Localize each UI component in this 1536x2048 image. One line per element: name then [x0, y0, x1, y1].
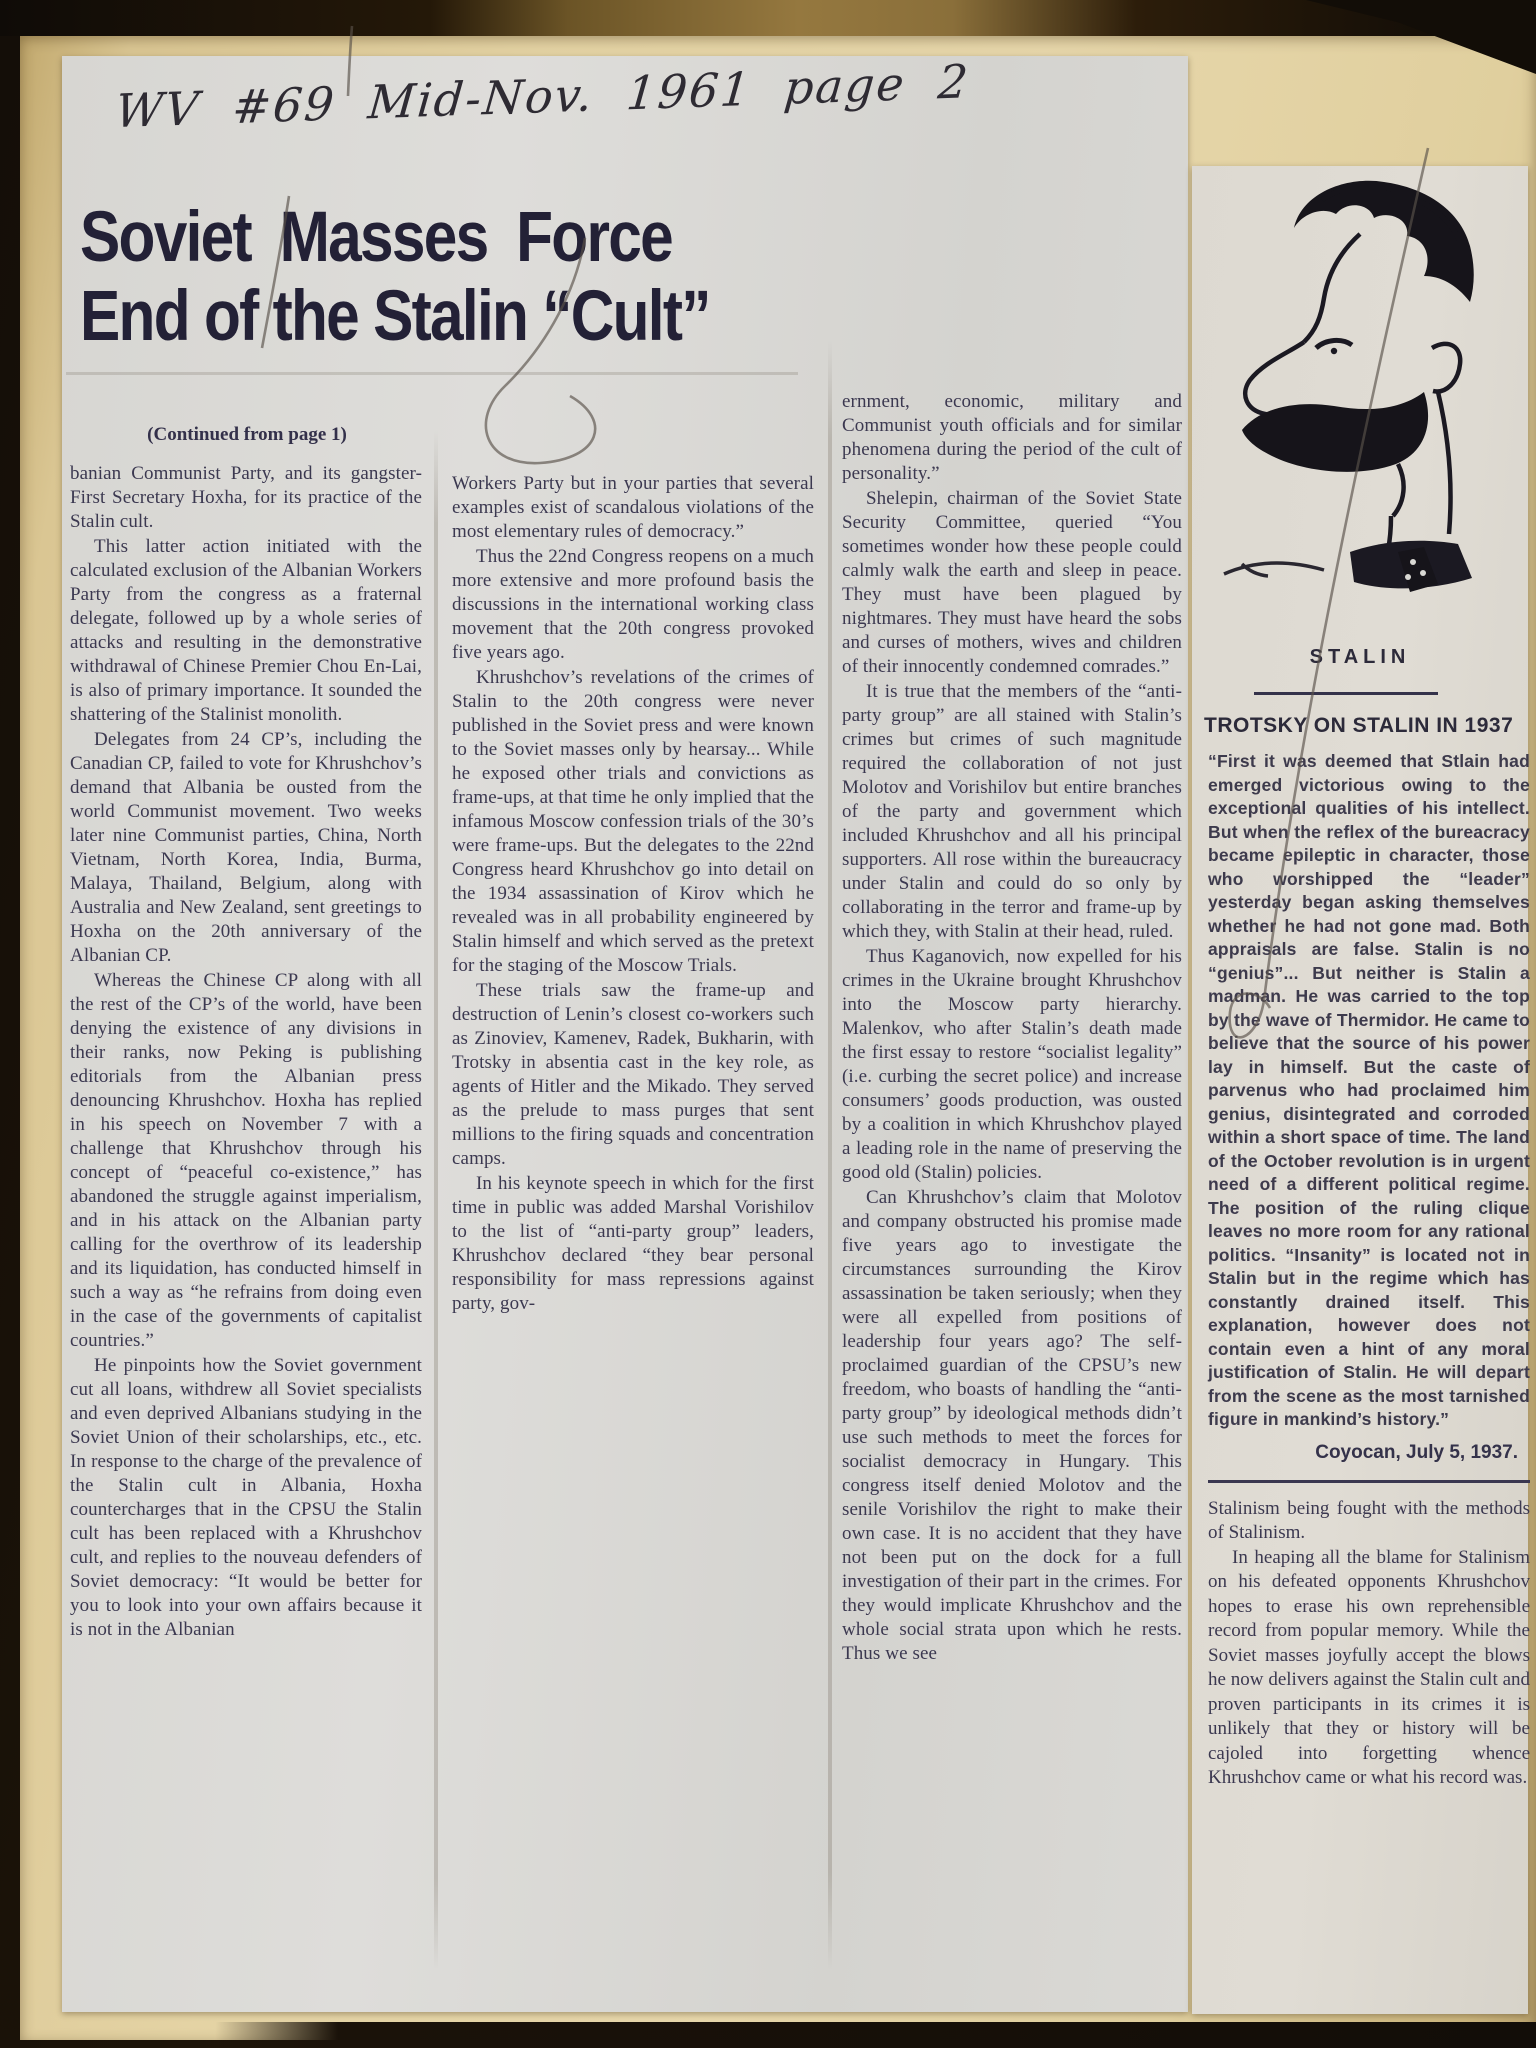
- quote-signature: Coyocan, July 5, 1937.: [1315, 1441, 1518, 1463]
- sidebar-rule: [1254, 692, 1438, 695]
- paragraph: This latter action initiated with the calculated exclusion of the Albanian Workers Party from the congress as a fraternal delegate, followed up by a whole series of attacks and resulting in the demonstrative withdrawal of Chinese Premier Chou En-Lai, is also of primary importance. It sounded the shattering of the Stalinist monolith.: [70, 536, 422, 725]
- article-column-1: [70, 462, 422, 1642]
- photo-dark-bottom-border: [0, 2022, 1536, 2048]
- paragraph: Whereas the Chinese CP along with all the rest of the CP’s of the world, have been denying the existence of any divisions in their ranks, now Peking is publishing editorials from the Albanian press denouncing Khrushchov. Hoxha has replied in his speech on November 7 with a challenge that Khrushchov through his concept of “peaceful co-existence,” has abandoned the struggle against imperialism, and in his attack on the Albanian party calling for the overthrow of its leadership and its liquidation, has conducted himself in such a way as “he refrains from doing even in the case of the governments of capitalist countries.”: [70, 970, 422, 1351]
- paragraph: Stalinism being fought with the methods of Stalinism.: [1208, 1497, 1530, 1543]
- photo-dark-top-border: [0, 0, 1536, 36]
- sidebar-body: [1208, 750, 1530, 1791]
- paragraph: Can Khrushchov’s claim that Molotov and company obstructed his promise made five years ago to investigate the circumstances surrounding the Kirov assassination be taken seriously; when they were all expelled from positions of leadership four years ago? The self-proclaimed guardian of the CPSU’s new freedom, who boasts of handling the “anti-party group” by ideological methods didn’t use such methods to meet the forces for socialist democracy in Hungary. This congress itself denied Molotov and the senile Vorishilov the right to make their own case. It is no accident that they have not been put on the dock for a full investigation of their part in the crimes. For they would implicate Khrushchov and the whole social strata upon which he rests. Thus we see: [842, 1187, 1182, 1664]
- paragraph: Delegates from 24 CP’s, including the Canadian CP, failed to vote for Khrushchov’s demand that Albania be ousted from the world Communist movement. Two weeks later nine Communist parties, China, North Vietnam, North Korea, India, Burma, Malaya, Thailand, Belgium, along with Australia and New Zealand, sent greetings to Hoxha on the 20th anniversary of the Albanian CP.: [70, 729, 422, 966]
- paragraph: He pinpoints how the Soviet government cut all loans, withdrew all Soviet specialists and even deprived Albanians studying in the Soviet Union of their scholarships, etc., etc. In response to the charge of the prevalence of the Stalin cult in Albania, Hoxha countercharges that in the CPSU the Stalin cult has been replaced with a Khrushchov cult, and replies to the nouveau defenders of Soviet democracy: “It would be better for you to look into your own affairs because it is not in the Albanian: [70, 1355, 422, 1640]
- paragraph: Thus the 22nd Congress reopens on a much more extensive and more profound basis the discussions in the international working class movement that the 20th congress provoked five years ago.: [452, 546, 814, 663]
- headline-line-1: Soviet Masses Force: [80, 198, 672, 277]
- paragraph: These trials saw the frame-up and destruction of Lenin’s closest co-workers such as Zinoviev, Kamenev, Radek, Bukharin, with Trotsky in absentia cast in the key role, as agents of Hitler and the Mikado. They served as the prelude to mass purges that sent millions to the firing squads and concentration camps.: [452, 980, 814, 1169]
- paragraph: In his keynote speech in which for the first time in public was added Marshal Vorishilov to the list of “anti-party group” leaders, Khrushchov declared “they bear personal responsibility for mass repressions against party, gov-: [452, 1173, 814, 1314]
- sidebar-divider: [1208, 1480, 1530, 1483]
- article-column-3: [842, 390, 1182, 1666]
- stalin-caricature-image: [1202, 170, 1520, 634]
- paragraph: Shelepin, chairman of the Soviet State Security Committee, queried “You sometimes wonder how these people could calmly walk the earth and sleep in peace. They must have been plagued by nightmares. They must have heard the sobs and curses of mothers, wives and children of their innocently condemned comrades.”: [842, 488, 1182, 677]
- headline-line-2: End of the Stalin “Cult”: [80, 277, 710, 356]
- paragraph: “First it was deemed that Stlain had emerged victorious owing to the exceptional qualities of his intellect. But when the reflex of the bureacracy became epileptic in character, those who worshipped the “leader” yesterday began asking themselves whether he had not gone mad. Both appraisals are false. Stalin is no “genius”... But neither is Stalin a madman. He was carried to the top by the wave of Thermidor. He came to believe that the source of his power lay in himself. But the caste of parvenus who had proclaimed him genius, disintegrated and corroded within a short space of time. The land of the October revolution is in urgent need of a different political regime. The position of the ruling clique leaves no more room for any rational politics. “Insanity” is located not in Stalin but in the regime which has constantly drained itself. This explanation, however does not contain even a hint of any moral justification of Stalin. He will depart from the scene as the most tarnished figure in mankind’s history.”: [1208, 751, 1530, 1429]
- stalin-image-caption: STALIN: [1309, 646, 1411, 668]
- column-seam: [434, 430, 438, 1970]
- article-continuation: [1208, 1497, 1530, 1791]
- trotsky-quote: [1208, 750, 1530, 1432]
- paragraph: Thus Kaganovich, now expelled for his crimes in the Ukraine brought Khrushchov into the Moscow party hierarchy. Malenkov, who after Stalin’s death made the first essay to restore “socialist legality” (i.e. curbing the secret police) and increase consumers’ goods production, was ousted by a coalition in which Khrushchov played a leading role in the name of preserving the good old (Stalin) policies.: [842, 946, 1182, 1183]
- sidebar-heading: TROTSKY ON STALIN IN 1937: [1204, 714, 1514, 737]
- column-seam: [828, 340, 832, 1970]
- paragraph: ernment, economic, military and Communist youth officials and for similar phenomena during the period of the cult of personality.”: [842, 391, 1182, 484]
- article-column-2: [452, 472, 814, 1316]
- paragraph: It is true that the members of the “anti-party group” are all stained with Stalin’s crimes but crimes of such magnitude required the collaboration of not just Molotov and Vorishilov but entire branches of the party and government which included Khrushchov and all his principal supporters. All rose within the bureaucracy under Stalin and could do so only by collaborating in the terror and frame-up by which they, with Stalin at their head, ruled.: [842, 681, 1182, 942]
- continued-from-note: (Continued from page 1): [147, 424, 347, 445]
- paragraph: Khrushchov’s revelations of the crimes of Stalin to the 20th congress were never published in the Soviet press and were known to the Soviet masses only by hearsay... While he exposed other trials and convictions as frame-ups, at that time he only implied that the infamous Moscow confession trials of the 30’s were frame-ups. But the delegates to the 22nd Congress heard Khrushchov go into detail on the 1934 assassination of Kirov which he revealed was in all probability engineered by Stalin himself and which served as the pretext for the staging of the Moscow Trials.: [452, 667, 815, 976]
- article-headline: [80, 198, 794, 356]
- headline-seam: [66, 372, 798, 375]
- paragraph: In heaping all the blame for Stalinism on his defeated opponents Khrushchov hopes to erase his own reprehensible record from popular memory. While the Soviet masses joyfully accept the blows he now delivers against the Stalin cult and proven participants in its crimes it is unlikely that they or history will be cajoled into forgetting whence Khrushchov came or what his record was.: [1208, 1546, 1530, 1788]
- handwritten-annotation: WV #69 Mid-Nov. 1961 page 2: [113, 54, 972, 139]
- paragraph: banian Communist Party, and its gangster-First Secretary Hoxha, for its practice of the Stalin cult.: [70, 463, 422, 532]
- paragraph: Workers Party but in your parties that several examples exist of scandalous violations of the most elementary rules of democracy.”: [452, 473, 814, 542]
